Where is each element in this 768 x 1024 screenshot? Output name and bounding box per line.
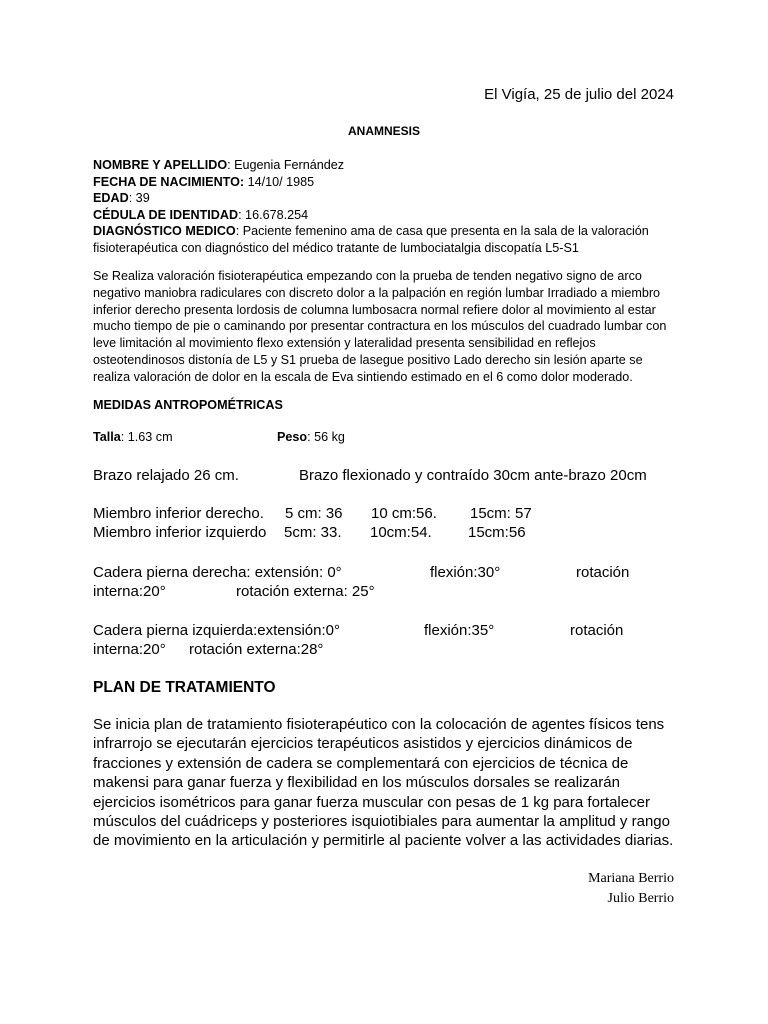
plan-title: PLAN DE TRATAMIENTO — [93, 679, 276, 696]
id-value: : 16.678.254 — [238, 207, 309, 222]
measures-title: MEDIDAS ANTROPOMÉTRICAS — [93, 398, 283, 412]
peso-value: : 56 kg — [307, 430, 345, 444]
birth-label: FECHA DE NACIMIENTO: — [93, 174, 245, 189]
age-value: : 39 — [128, 191, 150, 206]
miembro-derecho-label: Miembro inferior derecho. — [93, 505, 264, 522]
patient-id-row — [93, 207, 693, 224]
miembro-izquierdo-5: 5cm: 33. — [284, 524, 342, 541]
birth-value: 14/10/ 1985 — [244, 174, 315, 189]
miembro-izquierdo-15: 15cm:56 — [468, 524, 526, 541]
id-label: CÉDULA DE IDENTIDAD — [93, 207, 239, 222]
cadera-derecha-interna: interna:20° — [93, 583, 166, 600]
cadera-derecha-externa: rotación externa: 25° — [236, 583, 375, 600]
patient-diagnosis-row — [93, 223, 693, 256]
assessment-paragraph: Se Realiza valoración fisioterapéutica empezando con la prueba de tenden negativo signo de arco negativo maniobra radiculares con discreto dolor a la palpación en región lumbar Irradiado a miembro inferior derecho presenta lordosis de columna lumbosacra normal refiere dolor al movimiento al estar mucho tiempo de pie o caminando por presentar contractura en los músculos del cuadrado lumbar con leve limitación al movimiento flexo extensión y lateralidad presenta sensibilidad en reflejos osteotendinosos distonía de L5 y S1 prueba de lasegue positivo Lado derecho sin lesión aparte se realiza valoración de dolor en la escala de Eva sintiendo estimado en el 6 como dolor moderado. — [93, 269, 667, 384]
cadera-izquierda-interna: interna:20° — [93, 641, 166, 658]
talla-line — [93, 430, 173, 444]
cadera-izquierda-extension: Cadera pierna izquierda:extensión:0° — [93, 622, 340, 639]
cadera-derecha-extension: Cadera pierna derecha: extensión: 0° — [93, 564, 342, 581]
plan-paragraph: Se inicia plan de tratamiento fisioterapéutico con la colocación de agentes físicos tens infrarrojo se ejecutarán ejercicios terapéuticos asistidos y ejercicios dinámicos de fracciones y extensión de cadera se complementará con ejercicios de técnica de makensi para ganar fuerza y flexibilidad en los músculos dorsales se realizarán ejercicios isométricos para ganar fuerza muscular con pesas de 1 kg para fortalecer músculos del cuádriceps y posteriores isquiotibiales para aumentar la amplitud y rango de movimiento en la articulación y permitirle al paciente volver a las actividades diarias. — [93, 716, 674, 850]
cadera-derecha-rotacion: rotación — [576, 564, 630, 581]
document-date: El Vigía, 25 de julio del 2024 — [484, 86, 674, 103]
talla-label: Talla — [93, 430, 121, 444]
document-title: ANAMNESIS — [347, 124, 420, 138]
signature-2: Julio Berrio — [607, 891, 674, 906]
patient-age-row — [93, 190, 693, 207]
talla-value: : 1.63 cm — [120, 430, 173, 444]
miembro-izquierdo-label: Miembro inferior izquierdo — [93, 524, 267, 541]
name-label: NOMBRE Y APELLIDO — [93, 158, 228, 172]
brazo-flexionado: Brazo flexionado y contraído 30cm ante-brazo 20cm — [299, 467, 647, 484]
brazo-relajado: Brazo relajado 26 cm. — [93, 467, 239, 484]
signature-1: Mariana Berrio — [588, 871, 674, 886]
miembro-derecho-10: 10 cm:56. — [371, 505, 437, 522]
patient-info — [93, 157, 693, 257]
miembro-izquierdo-10: 10cm:54. — [370, 524, 432, 541]
cadera-izquierda-flexion: flexión:35° — [424, 622, 495, 639]
diagnosis-label: DIAGNÓSTICO MEDICO — [93, 224, 236, 239]
peso-label: Peso — [277, 430, 308, 444]
miembro-derecho-15: 15cm: 57 — [470, 505, 532, 522]
cadera-izquierda-externa: rotación externa:28° — [189, 641, 324, 658]
name-value: : Eugenia Fernández — [227, 158, 345, 172]
cadera-derecha-flexion: flexión:30° — [430, 564, 501, 581]
patient-birth-row — [93, 174, 693, 191]
diagnosis-value: : Paciente femenino ama de casa que presenta en la sala de la valoración fisioterapéutica con diagnóstico del médico tratante de lumbociatalgia discopatía L5-S1 — [93, 224, 649, 255]
cadera-izquierda-rotacion: rotación — [570, 622, 624, 639]
age-label: EDAD — [93, 191, 129, 206]
patient-name-row — [93, 157, 693, 174]
peso-line — [277, 430, 345, 444]
miembro-derecho-5: 5 cm: 36 — [285, 505, 343, 522]
